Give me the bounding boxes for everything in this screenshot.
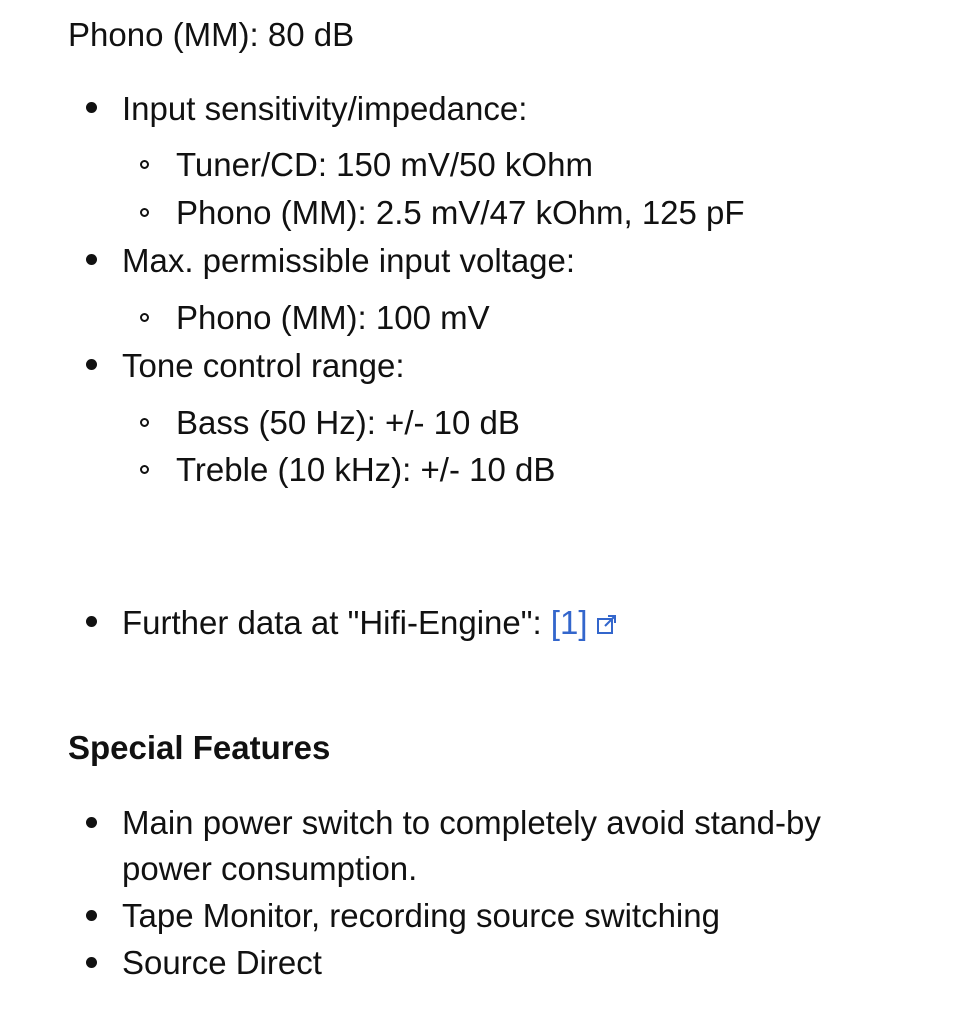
spec-subitem: Bass (50 Hz): +/- 10 dB <box>176 404 520 441</box>
sub-bullet-icon <box>140 465 149 474</box>
spec-label-max-input-voltage: Max. permissible input voltage: <box>122 242 576 279</box>
top-spec-line: Phono (MM): 80 dB <box>68 16 355 53</box>
further-data-line <box>122 606 618 641</box>
hifi-engine-link[interactable]: [1] <box>550 604 588 641</box>
further-data-text: Further data at "Hifi-Engine": <box>122 604 551 641</box>
spec-subitem: Tuner/CD: 150 mV/50 kOhm <box>176 146 593 183</box>
spec-subitem: Phono (MM): 2.5 mV/47 kOhm, 125 pF <box>176 194 745 231</box>
feature-item-line: Source Direct <box>122 944 322 981</box>
sub-bullet-icon <box>140 313 149 322</box>
sub-bullet-icon <box>140 418 149 427</box>
bullet-icon <box>86 910 97 921</box>
feature-item-line: Main power switch to completely avoid stand-by <box>122 804 821 841</box>
bullet-icon <box>86 359 97 370</box>
spec-label-tone-control: Tone control range: <box>122 347 405 384</box>
bullet-icon <box>86 616 97 627</box>
external-link-icon[interactable] <box>596 608 618 641</box>
spec-subitem: Treble (10 kHz): +/- 10 dB <box>176 451 556 488</box>
spec-subitem: Phono (MM): 100 mV <box>176 299 490 336</box>
bullet-icon <box>86 957 97 968</box>
sub-bullet-icon <box>140 208 149 217</box>
bullet-icon <box>86 102 97 113</box>
bullet-icon <box>86 817 97 828</box>
feature-item-line: Tape Monitor, recording source switching <box>122 897 720 934</box>
special-features-heading: Special Features <box>68 729 331 766</box>
bullet-icon <box>86 254 97 265</box>
spec-label-input-sensitivity: Input sensitivity/impedance: <box>122 90 528 127</box>
feature-item-line: power consumption. <box>122 850 418 887</box>
sub-bullet-icon <box>140 160 149 169</box>
